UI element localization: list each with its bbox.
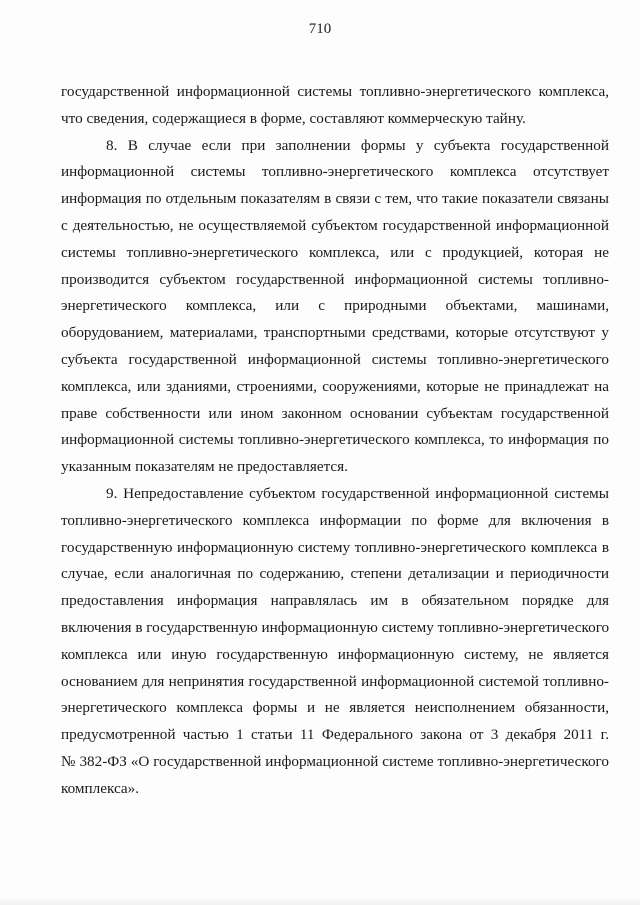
text-line: информационной системы топливно-энергетического комплекса, то информация по <box>61 431 609 449</box>
text-line: энергетического комплекса, или с природными объектами, машинами, <box>61 297 609 315</box>
page-bottom-edge <box>0 897 640 905</box>
text-line: предоставления информация направлялась им в обязательном порядке для <box>61 592 609 610</box>
text-line: включения в государственную информационную систему топливно-энергетического <box>61 618 610 636</box>
text-line: государственную информационную систему топливно-энергетического комплекса в <box>61 538 609 556</box>
page-number: 710 <box>308 21 332 37</box>
text-line: топливно-энергетического комплекса информации по форме для включения в <box>61 511 609 529</box>
text-line: оборудованием, материалами, транспортными средствами, которые отсутствуют у <box>61 324 609 342</box>
text-line: информация по отдельным показателям в связи с тем, что такие показатели связаны <box>61 190 609 208</box>
text-line: основанием для непринятия государственной информационной системой топливно- <box>61 672 609 690</box>
text-line: комплекса». <box>61 779 140 797</box>
text-line: № 382-ФЗ «О государственной информационной системе топливно-энергетического <box>61 752 609 770</box>
document-body <box>61 79 609 803</box>
text-line: комплекса, или зданиями, строениями, сооружениями, которые не принадлежат на <box>61 377 609 395</box>
text-line: указанным показателям не предоставляется. <box>61 458 348 476</box>
text-line: государственной информационной системы топливно-энергетического комплекса, <box>61 83 609 100</box>
text-line: системы топливно-энергетического комплекса, или с продукцией, которая не <box>61 243 609 261</box>
text-line: 8. В случае если при заполнении формы у субъекта государственной <box>106 136 609 154</box>
text-line: производится субъектом государственной информационной системы топливно- <box>61 270 609 288</box>
text-line: праве собственности или ином законном основании субъектам государственной <box>61 404 609 422</box>
text-line: субъекта государственной информационной системы топливно-энергетического <box>61 350 609 368</box>
text-line: 9. Непредоставление субъектом государственной информационной системы <box>106 484 609 502</box>
text-line: с деятельностью, не осуществляемой субъектом государственной информационной <box>61 216 609 234</box>
text-line: информационной системы топливно-энергетического комплекса отсутствует <box>61 163 609 181</box>
text-line: предусмотренной частью 1 статьи 11 Федерального закона от 3 декабря 2011 г. <box>61 726 609 744</box>
text-line: что сведения, содержащиеся в форме, составляют коммерческую тайну. <box>61 109 526 127</box>
text-line: комплекса или иную государственную информационную систему, не является <box>61 645 609 663</box>
text-line: случае, если аналогичная по содержанию, степени детализации и периодичности <box>61 565 609 583</box>
text-line: энергетического комплекса формы и не является неисполнением обязанности, <box>61 699 609 717</box>
